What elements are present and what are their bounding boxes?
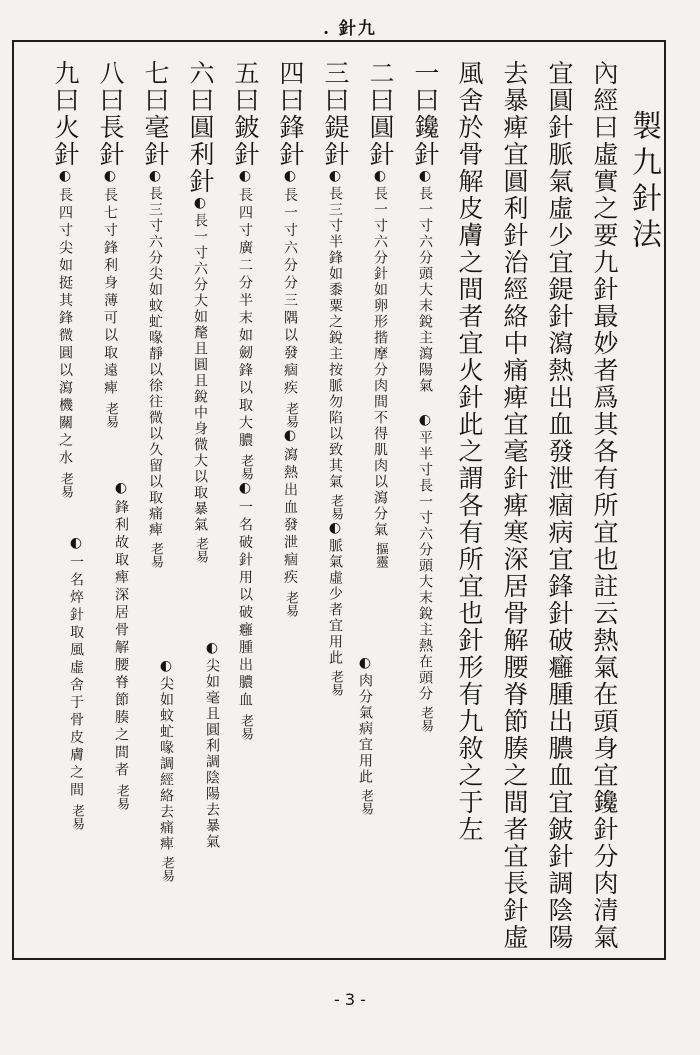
source-mark: 老易 xyxy=(238,713,253,740)
needle-desc: ◐長一寸六分針如卵形揩摩分肉間不得肌肉以瀉分氣 xyxy=(372,168,388,538)
source-mark: 老易 xyxy=(103,401,118,428)
intro-line-3: 去暴痺宜圓利針治經絡中痛痺宜毫針痺寒深居骨解腰脊節腠之間者宜長針虛 xyxy=(500,60,529,951)
intro-line-2: 宜圓針脈氣虛少宜鍉針瀉熱出血發泄痼病宜鋒針破癰腫出膿血宜鈹針調陰陽 xyxy=(545,60,574,951)
needle-entry-9-cont xyxy=(68,535,84,830)
needle-entry-9 xyxy=(53,60,78,498)
source-mark: 老易 xyxy=(418,706,433,732)
needle-heading: 一曰鑱針 xyxy=(411,60,440,168)
source-mark: 老易 xyxy=(193,537,208,563)
needle-entry-3 xyxy=(323,60,348,696)
needle-heading: 六曰圓利針 xyxy=(186,60,215,195)
needle-desc: ◐鋒利故取痺深居骨解腰脊節腠之間者 xyxy=(113,480,129,780)
source-mark: 老易 xyxy=(114,783,129,810)
needle-entry-6-cont xyxy=(204,640,220,850)
needle-entry-2 xyxy=(368,60,393,568)
source-mark: 老易 xyxy=(328,670,343,696)
needle-desc: ◐長一寸六分頭大末銳主瀉陽氣 ◐平半寸長一寸六分頭大末銳主熱在頭分 xyxy=(417,168,433,702)
source-mark: 老易 xyxy=(328,494,343,520)
needle-heading: 五曰鈹針 xyxy=(231,60,260,168)
needle-desc: ◐長一寸六分分三隅以發痼疾 xyxy=(282,168,298,398)
intro-line-4: 風舍於骨解皮膚之間者宜火針此之謂各有所宜也針形有九敘之于左 xyxy=(455,60,484,843)
needle-desc: ◐尖如毫且圓利調陰陽去暴氣 xyxy=(204,640,220,850)
needle-desc: ◐長四寸尖如挺其鋒微圓以瀉機關之水 xyxy=(57,168,73,468)
needle-heading: 二曰圓針 xyxy=(366,60,395,168)
source-mark: 老易 xyxy=(283,591,298,617)
source-mark: 老易 xyxy=(283,401,298,428)
needle-heading: 三曰鍉針 xyxy=(321,60,350,168)
source-mark: 老易 xyxy=(238,454,253,480)
needle-desc: ◐一名破針用以破癰腫出膿血 xyxy=(237,480,253,710)
source-mark: 老易 xyxy=(58,471,73,498)
needle-desc: ◐尖如蚊虻喙調經絡去痛痺 xyxy=(158,658,174,852)
needle-desc: ◐長三寸六分尖如蚊虻喙靜以徐往微以久留以取痛痺 xyxy=(147,168,163,538)
needle-desc: ◐長三寸半鋒如黍粟之銳主按脈勿陷以致其氣 xyxy=(327,168,343,490)
needle-desc: ◐長七寸鋒利身薄可以取遠痺 xyxy=(102,168,118,398)
needle-desc: ◐瀉熱出血發泄痼疾 xyxy=(282,427,298,587)
needle-entry-4 xyxy=(278,60,303,617)
needle-desc: ◐長一寸六分大如氂且圓且銳中身微大以取暴氣 xyxy=(192,195,208,533)
needle-entry-7-cont xyxy=(158,658,174,882)
needle-heading: 四曰鋒針 xyxy=(276,60,305,168)
source-mark: 老易 xyxy=(148,542,163,568)
chapter-title: 製九針法 xyxy=(626,110,661,254)
needle-heading: 七曰毫針 xyxy=(141,60,170,168)
source-mark: 老易 xyxy=(159,856,174,882)
needle-desc: ◐肉分氣病宜用此 xyxy=(357,655,373,785)
source-mark: 老易 xyxy=(358,789,373,815)
needle-entry-5 xyxy=(233,60,258,740)
needle-entry-7 xyxy=(143,60,168,568)
needle-entry-2-cont xyxy=(357,655,373,815)
page-number: - 3 - xyxy=(334,990,366,1009)
source-mark: 老易 xyxy=(69,803,84,830)
source-mark: 摳靈 xyxy=(373,542,388,568)
intro-line-1: 內經曰虛實之要九針最妙者爲其各有所宜也註云熱氣在頭身宜鑱針分肉清氣 xyxy=(590,60,619,951)
needle-entry-8 xyxy=(98,60,123,428)
needle-heading: 八曰長針 xyxy=(96,60,125,168)
needle-desc: ◐一名焠針取風虛舍于骨皮膚之間 xyxy=(68,535,84,800)
needle-desc: ◐脈氣虛少者宜用此 xyxy=(327,520,343,666)
needle-entry-1 xyxy=(413,60,438,732)
needle-heading: 九曰火針 xyxy=(51,60,80,168)
running-header: . 針九 xyxy=(323,19,377,39)
needle-desc: ◐長四寸廣二分半末如劒鋒以取大膿 xyxy=(237,168,253,450)
needle-entry-8-cont xyxy=(113,480,129,810)
needle-entry-6 xyxy=(188,60,213,563)
